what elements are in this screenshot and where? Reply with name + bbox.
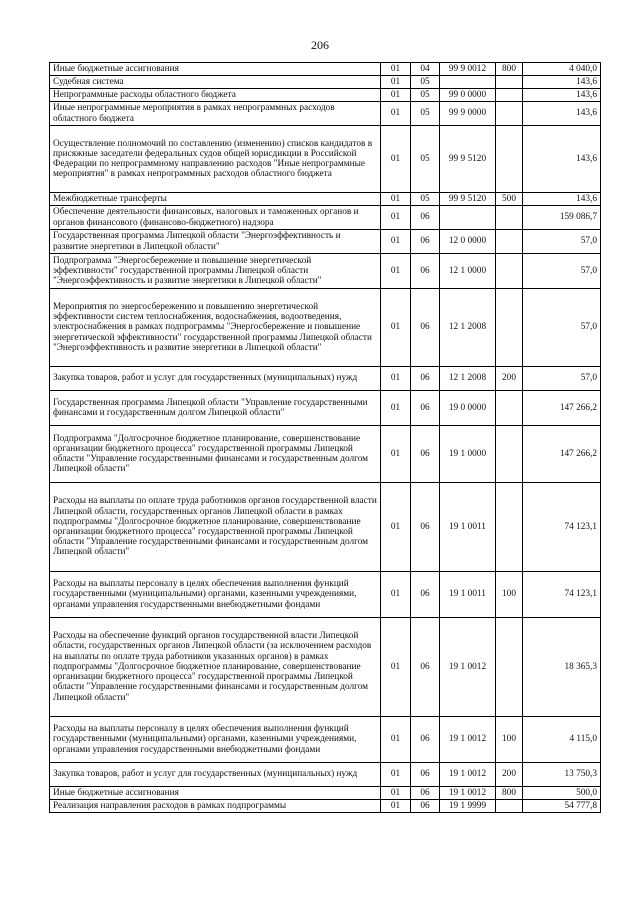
row-amount: 147 266,2 bbox=[523, 391, 601, 426]
table-row bbox=[50, 618, 601, 717]
table-row bbox=[50, 102, 601, 126]
row-expense-type bbox=[496, 800, 523, 813]
row-expense-type: 800 bbox=[496, 787, 523, 800]
row-subsection: 06 bbox=[411, 572, 440, 618]
table-row bbox=[50, 193, 601, 206]
row-amount: 4 115,0 bbox=[523, 717, 601, 763]
row-subsection: 06 bbox=[411, 763, 440, 787]
row-subsection: 06 bbox=[411, 618, 440, 717]
row-expense-type bbox=[496, 483, 523, 572]
row-section: 01 bbox=[381, 126, 411, 193]
row-subsection: 04 bbox=[411, 63, 440, 76]
row-section: 01 bbox=[381, 426, 411, 483]
row-amount: 57,0 bbox=[523, 254, 601, 289]
row-target-code: 99 0 0000 bbox=[440, 89, 496, 102]
row-expense-type: 200 bbox=[496, 367, 523, 391]
row-target-code: 19 1 0012 bbox=[440, 763, 496, 787]
row-target-code: 99 9 5120 bbox=[440, 126, 496, 193]
row-name: Подпрограмма "Долгосрочное бюджетное планирование, совершенствование организации бюджетного процесса" государственной программы Липецкой области "Управление государственными финансами и государственным долгом Липецкой области" bbox=[50, 426, 381, 483]
row-name: Судебная система bbox=[50, 76, 381, 89]
row-target-code: 19 1 9999 bbox=[440, 800, 496, 813]
row-subsection: 06 bbox=[411, 230, 440, 254]
row-amount: 54 777,8 bbox=[523, 800, 601, 813]
row-amount: 57,0 bbox=[523, 230, 601, 254]
row-expense-type bbox=[496, 230, 523, 254]
row-name: Закупка товаров, работ и услуг для государственных (муниципальных) нужд bbox=[50, 763, 381, 787]
row-target-code: 99 9 5120 bbox=[440, 193, 496, 206]
table-row bbox=[50, 126, 601, 193]
row-subsection: 05 bbox=[411, 126, 440, 193]
row-expense-type: 100 bbox=[496, 572, 523, 618]
table-row bbox=[50, 763, 601, 787]
row-target-code: 12 1 2008 bbox=[440, 367, 496, 391]
row-amount: 143,6 bbox=[523, 76, 601, 89]
row-subsection: 06 bbox=[411, 391, 440, 426]
row-target-code: 12 0 0000 bbox=[440, 230, 496, 254]
row-amount: 143,6 bbox=[523, 102, 601, 126]
table-row bbox=[50, 254, 601, 289]
row-subsection: 05 bbox=[411, 76, 440, 89]
row-expense-type bbox=[496, 391, 523, 426]
row-target-code: 99 9 0012 bbox=[440, 63, 496, 76]
row-name: Мероприятия по энергосбережению и повышению энергетической эффективности систем теплоснабжения, водоснабжения, водоотведения, электроснабжения в рамках подпрограммы "Энергосбережение и повышение энергетической эффективности" государственной программы Липецкой области "Энергоэффективность и развитие энергетики в Липецкой области" bbox=[50, 289, 381, 367]
table-row bbox=[50, 572, 601, 618]
row-name: Непрограммные расходы областного бюджета bbox=[50, 89, 381, 102]
row-target-code: 19 1 0012 bbox=[440, 618, 496, 717]
row-subsection: 05 bbox=[411, 89, 440, 102]
table-row bbox=[50, 391, 601, 426]
row-amount: 74 123,1 bbox=[523, 572, 601, 618]
row-amount: 57,0 bbox=[523, 367, 601, 391]
row-expense-type bbox=[496, 426, 523, 483]
table-row bbox=[50, 367, 601, 391]
row-target-code: 19 1 0011 bbox=[440, 572, 496, 618]
table-row bbox=[50, 800, 601, 813]
row-name: Реализация направления расходов в рамках подпрограммы bbox=[50, 800, 381, 813]
row-name: Расходы на выплаты персоналу в целях обеспечения выполнения функций государственными (муниципальными) органами, казенными учреждениями, органами управления государственными внебюджетными фондами bbox=[50, 572, 381, 618]
row-name: Иные непрограммные мероприятия в рамках непрограммных расходов областного бюджета bbox=[50, 102, 381, 126]
table-row bbox=[50, 89, 601, 102]
row-target-code: 19 1 0012 bbox=[440, 717, 496, 763]
row-expense-type bbox=[496, 618, 523, 717]
row-section: 01 bbox=[381, 102, 411, 126]
row-target-code: 19 1 0000 bbox=[440, 426, 496, 483]
row-subsection: 06 bbox=[411, 206, 440, 230]
row-amount: 500,0 bbox=[523, 787, 601, 800]
row-subsection: 06 bbox=[411, 717, 440, 763]
row-section: 01 bbox=[381, 391, 411, 426]
row-amount: 159 086,7 bbox=[523, 206, 601, 230]
row-name: Иные бюджетные ассигнования bbox=[50, 787, 381, 800]
row-subsection: 05 bbox=[411, 193, 440, 206]
row-section: 01 bbox=[381, 206, 411, 230]
row-expense-type: 100 bbox=[496, 717, 523, 763]
row-name: Государственная программа Липецкой области "Энергоэффективность и развитие энергетики в Липецкой области" bbox=[50, 230, 381, 254]
row-name: Межбюджетные трансферты bbox=[50, 193, 381, 206]
row-amount: 13 750,3 bbox=[523, 763, 601, 787]
row-name: Расходы на выплаты персоналу в целях обеспечения выполнения функций государственными (муниципальными) органами, казенными учреждениями, органами управления государственными внебюджетными фондами bbox=[50, 717, 381, 763]
row-subsection: 06 bbox=[411, 426, 440, 483]
row-name: Государственная программа Липецкой области "Управление государственными финансами и государственным долгом Липецкой области" bbox=[50, 391, 381, 426]
row-expense-type bbox=[496, 206, 523, 230]
table-row bbox=[50, 230, 601, 254]
table-row bbox=[50, 483, 601, 572]
row-section: 01 bbox=[381, 254, 411, 289]
row-subsection: 06 bbox=[411, 483, 440, 572]
row-subsection: 06 bbox=[411, 289, 440, 367]
row-subsection: 06 bbox=[411, 787, 440, 800]
table-row bbox=[50, 63, 601, 76]
row-target-code: 99 9 0000 bbox=[440, 102, 496, 126]
table-row bbox=[50, 426, 601, 483]
row-section: 01 bbox=[381, 618, 411, 717]
row-section: 01 bbox=[381, 572, 411, 618]
page-number: 206 bbox=[311, 38, 329, 52]
table-row bbox=[50, 76, 601, 89]
row-expense-type bbox=[496, 89, 523, 102]
row-amount: 18 365,3 bbox=[523, 618, 601, 717]
row-amount: 147 266,2 bbox=[523, 426, 601, 483]
row-section: 01 bbox=[381, 367, 411, 391]
table-row bbox=[50, 206, 601, 230]
table-row bbox=[50, 289, 601, 367]
row-target-code bbox=[440, 76, 496, 89]
row-section: 01 bbox=[381, 63, 411, 76]
row-name: Иные бюджетные ассигнования bbox=[50, 63, 381, 76]
row-section: 01 bbox=[381, 787, 411, 800]
row-target-code: 19 0 0000 bbox=[440, 391, 496, 426]
row-subsection: 06 bbox=[411, 367, 440, 391]
row-expense-type bbox=[496, 254, 523, 289]
row-section: 01 bbox=[381, 193, 411, 206]
row-expense-type: 500 bbox=[496, 193, 523, 206]
row-section: 01 bbox=[381, 289, 411, 367]
row-section: 01 bbox=[381, 717, 411, 763]
row-expense-type bbox=[496, 289, 523, 367]
row-target-code: 19 1 0011 bbox=[440, 483, 496, 572]
row-expense-type bbox=[496, 76, 523, 89]
row-amount: 143,6 bbox=[523, 126, 601, 193]
row-expense-type bbox=[496, 102, 523, 126]
row-target-code: 12 1 0000 bbox=[440, 254, 496, 289]
row-name: Расходы на выплаты по оплате труда работников органов государственной власти Липецкой области, государственных органов Липецкой области в рамках подпрограммы "Долгосрочное бюджетное планирование, совершенствование организации бюджетного процесса" государственной программы Липецкой области "Управление государственными финансами и государственным долгом Липецкой области" bbox=[50, 483, 381, 572]
row-amount: 57,0 bbox=[523, 289, 601, 367]
row-subsection: 06 bbox=[411, 254, 440, 289]
row-section: 01 bbox=[381, 76, 411, 89]
row-name: Расходы на обеспечение функций органов государственной власти Липецкой области, государственных органов Липецкой области (за исключением расходов на выплаты по оплате труда работников указанных органов) в рамках подпрограммы "Долгосрочное бюджетное планирование, совершенствование организации бюджетного процесса" государственной программы Липецкой области "Управление государственными финансами и государственным долгом Липецкой области" bbox=[50, 618, 381, 717]
row-name: Обеспечение деятельности финансовых, налоговых и таможенных органов и органов финансового (финансово-бюджетного) надзора bbox=[50, 206, 381, 230]
row-expense-type: 800 bbox=[496, 63, 523, 76]
row-amount: 4 040,0 bbox=[523, 63, 601, 76]
table-row bbox=[50, 717, 601, 763]
row-amount: 143,6 bbox=[523, 193, 601, 206]
budget-table bbox=[49, 62, 601, 813]
table-row bbox=[50, 787, 601, 800]
row-target-code bbox=[440, 206, 496, 230]
row-section: 01 bbox=[381, 89, 411, 102]
row-section: 01 bbox=[381, 230, 411, 254]
row-section: 01 bbox=[381, 483, 411, 572]
row-subsection: 06 bbox=[411, 800, 440, 813]
row-expense-type: 200 bbox=[496, 763, 523, 787]
row-name: Подпрограмма "Энергосбережение и повышение энергетической эффективности" государственной программы Липецкой области "Энергоэффективность и развитие энергетики в Липецкой области" bbox=[50, 254, 381, 289]
row-amount: 143,6 bbox=[523, 89, 601, 102]
row-target-code: 12 1 2008 bbox=[440, 289, 496, 367]
row-expense-type bbox=[496, 126, 523, 193]
row-section: 01 bbox=[381, 763, 411, 787]
row-name: Закупка товаров, работ и услуг для государственных (муниципальных) нужд bbox=[50, 367, 381, 391]
row-subsection: 05 bbox=[411, 102, 440, 126]
row-section: 01 bbox=[381, 800, 411, 813]
row-name: Осуществление полномочий по составлению (изменению) списков кандидатов в присяжные заседатели федеральных судов общей юрисдикции в Российской Федерации по непрограммному направлению расходов "Иные непрограммные мероприятия" в рамках непрограммных расходов областного бюджета bbox=[50, 126, 381, 193]
row-amount: 74 123,1 bbox=[523, 483, 601, 572]
row-target-code: 19 1 0012 bbox=[440, 787, 496, 800]
